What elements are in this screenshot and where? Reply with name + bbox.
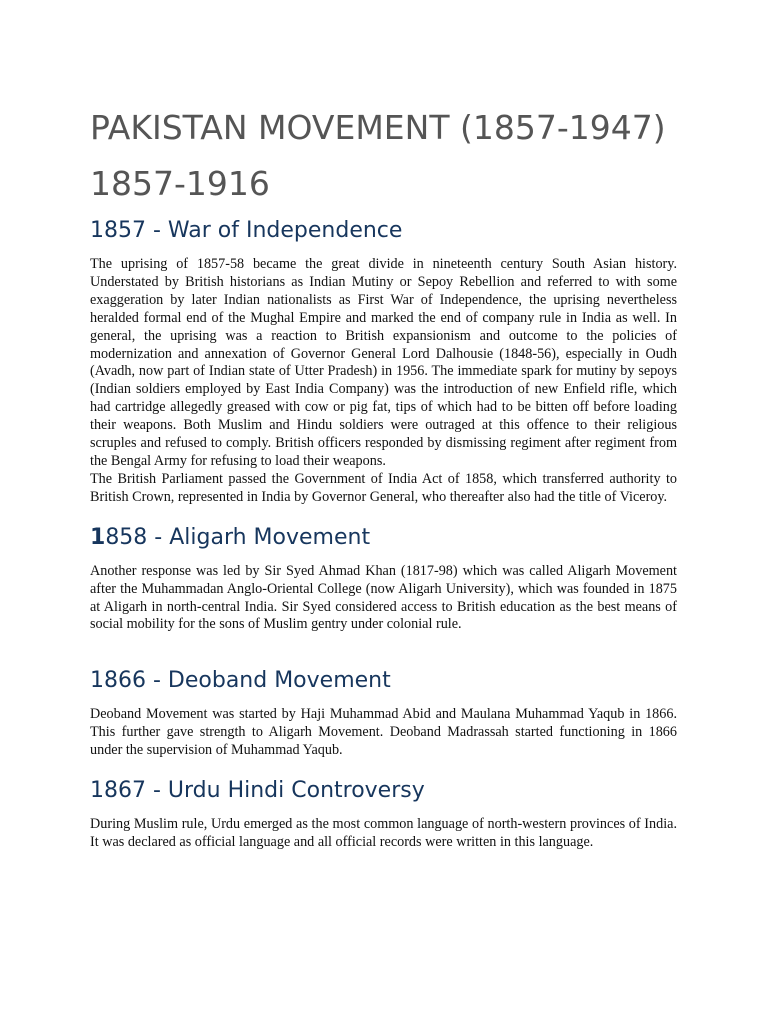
section-heading-urdu-hindi-controversy: 1867 - Urdu Hindi Controversy (90, 778, 425, 804)
section-heading-deoband-movement: 1866 - Deoband Movement (90, 668, 391, 694)
section-heading-aligarh-movement (90, 523, 677, 553)
paragraph-war-of-independence-1: The uprising of 1857-58 became the great divide in nineteenth century South Asian history. Understated by British historians as Indian Mutiny or Sepoy Rebellion and referred to with some exaggeration by later Indian nationalists as First War of Independence, the uprising nevertheless heralded formal end of the Mughal Empire and marked the end of company rule in India as well. In general, the uprising was a reaction to British expansionism and outcome to the policies of modernization and annexation of Governor General Lord Dalhousie (1848-56), especially in Oudh (Avadh, now part of Indian state of Utter Pradesh) in 1956. The immediate spark for mutiny by sepoys (Indian soldiers employed by East India Company) was the introduction of new Enfield rifle, which had cartridge allegedly greased with cow or pig fat, tips of which had to be bitten off before loading their weapons. Both Muslim and Hindu soldiers were outraged at this offence to their religious scruples and refused to comply. British officers responded by dismissing regiment after regiment from the Bengal Army for refusing to load their weapons. (90, 256, 677, 469)
document-page (90, 108, 677, 852)
paragraph-urdu-hindi-controversy: During Muslim rule, Urdu emerged as the most common language of north-western provinces of India. It was declared as official language and all official records were written in this language. (90, 816, 677, 850)
section-heading-war-of-independence: 1857 - War of Independence (90, 218, 403, 243)
period-heading: 1857-1916 (90, 164, 270, 203)
paragraph-war-of-independence-2: The British Parliament passed the Government of India Act of 1858, which transferred authority to British Crown, represented in India by Governor General, who thereafter also had the title of Viceroy. (90, 470, 677, 505)
heading-first-char: 1 (90, 524, 106, 550)
document-title: PAKISTAN MOVEMENT (1857-1947) (90, 108, 666, 147)
heading-rest: 858 - Aligarh Movement (105, 524, 371, 550)
paragraph-deoband-movement: Deoband Movement was started by Haji Muhammad Abid and Maulana Muhammad Yaqub in 1866. This further gave strength to Aligarh Movement. Deoband Madrassah started functioning in 1866 under the supervision of Muhammad Yaqub. (90, 706, 677, 759)
paragraph-aligarh-movement: Another response was led by Sir Syed Ahmad Khan (1817-98) which was called Aligarh Movement after the Muhammadan Anglo-Oriental College (now Aligarh University), which was founded in 1875 at Aligarh in north-central India. Sir Syed considered access to British education as the best means of social mobility for the sons of Muslim gentry under colonial rule. (90, 562, 677, 633)
